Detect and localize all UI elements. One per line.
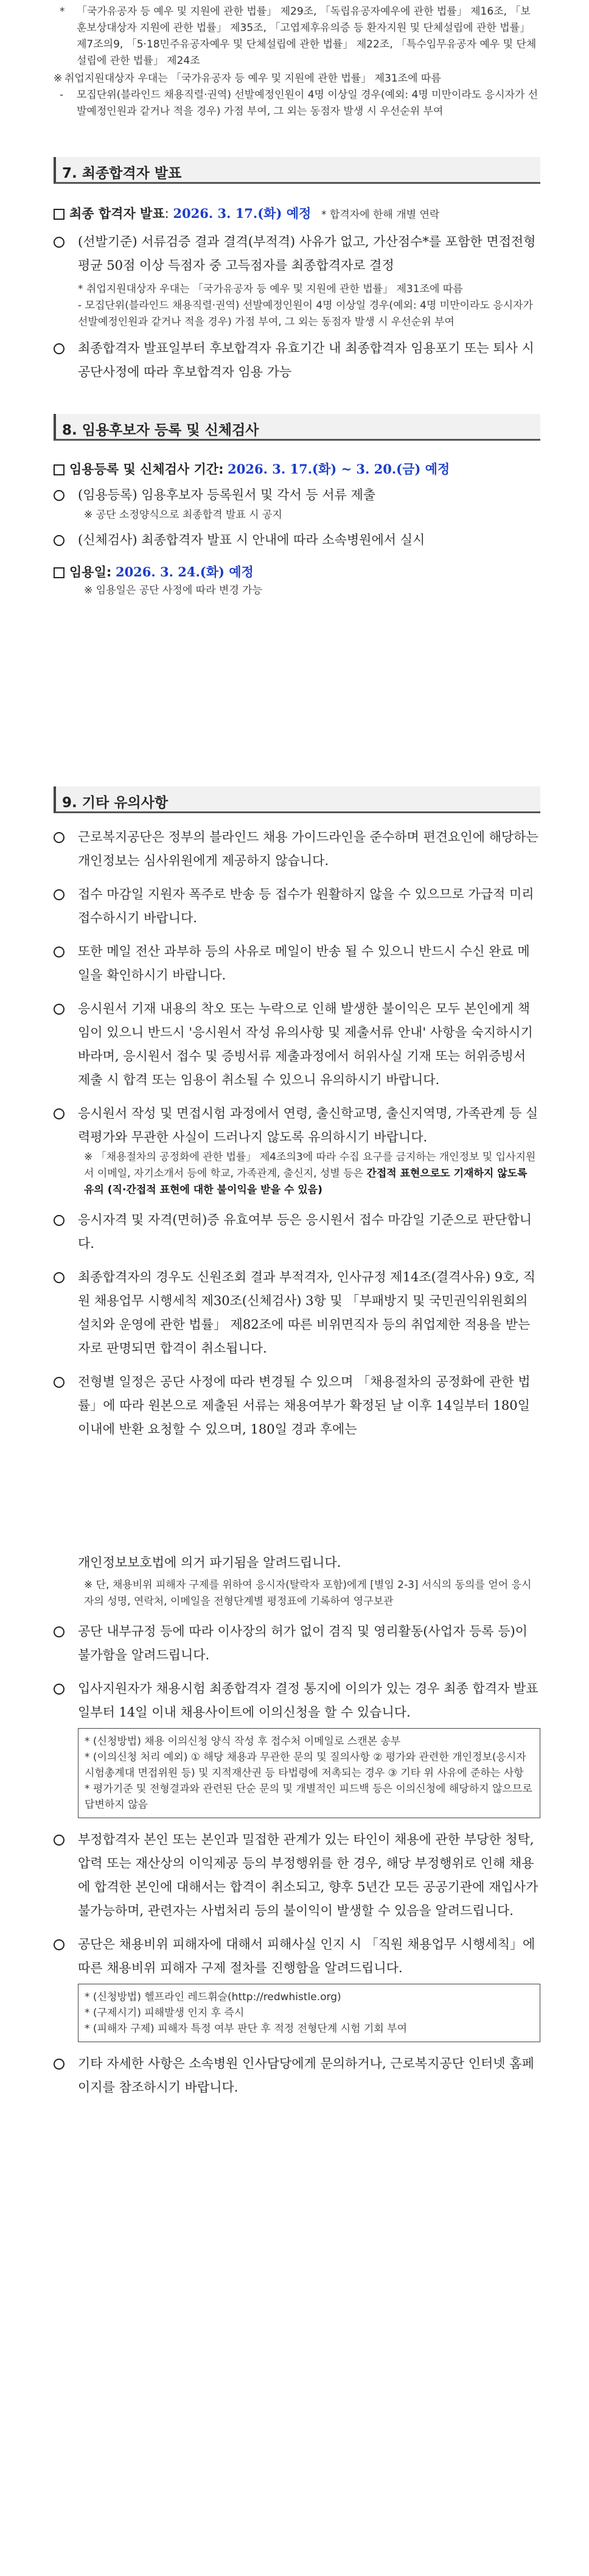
circle-bullet-icon — [54, 832, 64, 843]
registration-period-date: 2026. 3. 17.(화) ~ 3. 20.(금) 예정 — [228, 461, 450, 477]
note-priority: ※ 취업지원대상자 우대는 「국가유공자 등 예우 및 지원에 관한 법률」 제31조에 따름 — [54, 72, 441, 85]
notice-objection: 입사지원자가 채용시험 최종합격자 결정 통지에 이의가 있는 경우 최종 합격자 발표일부터 14일 이내 채용사이트에 이의신청을 할 수 있습니다. — [54, 1677, 540, 1724]
note-appointment-change: ※ 임용일은 공단 사정에 따라 변경 가능 — [84, 584, 262, 597]
section-7-header — [54, 157, 540, 187]
section-9-title: 9. 기타 유의사항 — [62, 795, 169, 811]
section-9-header — [54, 786, 540, 817]
section-8-title: 8. 임용후보자 등록 및 신체검사 — [62, 422, 259, 438]
victim-relief-box: * (신청방법) 헬프라인 레드휘슬(http://redwhistle.org) * (구제시기) 피해발생 인지 후 즉시 * (피해자 구제) 피해자 특정 여부 판단 후 적정 전형단계 시험 기회 부여 — [78, 1984, 540, 2042]
appointment-date-item: 임용일: 2026. 3. 24.(화) 예정 — [54, 562, 540, 583]
circle-bullet-icon — [54, 1835, 64, 1846]
note-bonus-rule: - 모집단위(블라인드 채용직렬·권역) 선발예정인원이 4명 이상일 경우(예외: 4명 미만이라도 응시자가 선발예정인원과 같거나 적을 경우) 가점 부여, 그 외는 동점자 발생 시 우선순위 부여 — [60, 89, 538, 117]
reserve-candidate-note: 최종합격자 발표일부터 후보합격자 유효기간 내 최종합격자 임용포기 또는 퇴사 시 공단사정에 따라 후보합격자 임용 가능 — [54, 337, 540, 384]
notice-victim-relief: 공단은 채용비위 피해자에 대해서 피해사실 인지 시 「직원 채용업무 시행세칙」에 따른 채용비위 피해자 구제 절차를 진행함을 알려드립니다. — [54, 1933, 540, 1980]
appointment-date: 2026. 3. 24.(화) 예정 — [115, 564, 254, 579]
final-announcement-item: 최종 합격자 발표: 2026. 3. 17.(화) 예정 * 합격자에 한해 개별 연락 — [54, 203, 540, 224]
section-9-continued — [54, 1551, 540, 2099]
section-8-header — [54, 414, 540, 444]
circle-bullet-icon — [54, 490, 64, 501]
circle-bullet-icon — [54, 1626, 64, 1637]
note-form: ※ 공단 소정양식으로 최종합격 발표 시 공지 — [84, 509, 282, 521]
notice-no-side-jobs: 공단 내부규정 등에 따라 이사장의 허가 없이 겸직 및 영리활동(사업자 등록 등)이 불가함을 알려드립니다. — [54, 1620, 540, 1667]
circle-bullet-icon — [54, 1004, 64, 1015]
circle-bullet-icon — [54, 889, 64, 900]
objection-info-box: * (신청방법) 채용 이의신청 양식 작성 후 접수처 이메일로 스캔본 송부 * (이의신청 처리 예외) ① 해당 채용과 무관한 문의 및 질의사항 ② 평가와 관련한 개인정보(응시자 시험총계대 면접위원 등) 및 지적재산권 등 타법령에 저촉되는 경우 ③ 기타 위 사유에 준하는 사항 * 평가기준 및 전형결과와 관련된 단순 문의 및 개별적인 피드백 등은 이의신청에 해당하지 않으므로 답변하지 않음 — [78, 1728, 540, 1818]
square-bullet-icon — [54, 464, 64, 475]
square-bullet-icon — [54, 209, 64, 220]
circle-bullet-icon — [54, 1272, 64, 1283]
selection-criteria: (선발기준) 서류검증 결과 결격(부적격) 사유가 없고, 가산점수*를 포함한 면접전형 평균 50점 이상 득점자 중 고득점자를 최종합격자로 결정 — [54, 230, 540, 278]
section-7-title: 7. 최종합격자 발표 — [62, 166, 182, 181]
section-8 — [54, 414, 540, 599]
circle-bullet-icon — [54, 1108, 64, 1119]
circle-bullet-icon — [54, 2059, 64, 2070]
notice-personal-info: 응시원서 작성 및 면접시험 과정에서 연령, 출신학교명, 출신지역명, 가족관계 등 실력평가와 무관한 사실이 드러나지 않도록 유의하시기 바랍니다. — [54, 1102, 540, 1149]
notice-disqualification: 최종합격자의 경우도 신원조회 결과 부적격자, 인사규정 제14조(결격사유) 9호, 직원 채용업무 시행세칙 제30조(신체검사) 3항 및 「부패방지 및 국민권익위원회의 설치와 운영에 관한 법률」 제82조에 따른 비위면직자 등의 취업제한 적용을 받는 자로 판명되면 합격이 취소됩니다. — [54, 1265, 540, 1360]
circle-bullet-icon — [54, 535, 64, 546]
note-hiring-victim-records: ※ 단, 채용비위 피해자 구제를 위하여 응시자(탈락자 포함)에게 [별임 2-3] 서식의 동의를 얻어 응시자의 성명, 연락처, 이메일을 전형단계별 평정표에 기록하여 영구보관 — [84, 1579, 532, 1608]
circle-bullet-icon — [54, 1684, 64, 1695]
notice-early-apply: 접수 마감일 지원자 폭주로 반송 등 접수가 원활하지 않을 수 있으므로 가급적 미리 접수하시기 바랍니다. — [54, 883, 540, 930]
registration-period-item: 임용등록 및 신체검사 기간: 2026. 3. 17.(화) ~ 3. 20.(금) 예정 — [54, 459, 540, 480]
final-announcement-date: 2026. 3. 17.(화) 예정 — [173, 206, 312, 221]
note-fair-hiring-law: ※ 「채용절차의 공정화에 관한 법률」 제4조의3에 따라 수집 요구를 금지하는 개인정보 및 입사지원서 이메일, 자기소개서 등에 학교, 가족관계, 출신지, 성별 등은 간접적 표현으로도 기재하지 않도록 유의 (직·간접적 표현에 대한 불이익을 받을 수 있음) — [84, 1151, 536, 1196]
medical-exam: (신체검사) 최종합격자 발표 시 안내에 따라 소속병원에서 실시 — [54, 528, 540, 552]
notice-documents-destroyed: 개인정보보호법에 의거 파기됨을 알려드립니다. — [78, 1555, 341, 1570]
note-priority-law: * 취업지원대상자 우대는 「국가유공자 등 예우 및 지원에 관한 법률」 제31조에 따름 — [78, 283, 463, 295]
notice-schedule-documents: 전형별 일정은 공단 사정에 따라 변경될 수 있으며 「채용절차의 공정화에 관한 법률」에 따라 원본으로 제출된 서류는 채용여부가 확정된 날 이후 14일부터 180일 이내에 반환 요청할 수 있으며, 180일 경과 후에는 — [54, 1370, 540, 1441]
circle-bullet-icon — [54, 237, 64, 248]
notice-blind-hiring: 근로복지공단은 정부의 블라인드 채용 가이드라인을 준수하며 편견요인에 해당하는 개인정보는 심사위원에게 제공하지 않습니다. — [54, 825, 540, 873]
circle-bullet-icon — [54, 1377, 64, 1388]
registration-docs: (임용등록) 임용후보자 등록원서 및 각서 등 서류 제출 — [54, 483, 540, 507]
circle-bullet-icon — [54, 947, 64, 957]
top-notes — [54, 4, 540, 120]
notice-email-check: 또한 메일 전산 과부하 등의 사유로 메일이 반송 될 수 있으니 반드시 수신 완료 메일을 확인하시기 바랍니다. — [54, 940, 540, 987]
notice-eligibility-date: 응시자격 및 자격(면허)증 유효여부 등은 응시원서 접수 마감일 기준으로 판단합니다. — [54, 1208, 540, 1256]
section-9 — [54, 786, 540, 1441]
notice-contact: 기타 자세한 사항은 소속병원 인사담당에게 문의하거나, 근로복지공단 인터넷 홈페이지를 참조하시기 바랍니다. — [54, 2052, 540, 2099]
circle-bullet-icon — [54, 1215, 64, 1226]
notice-application-errors: 응시원서 기재 내용의 착오 또는 누락으로 인해 발생한 불이익은 모두 본인에게 책임이 있으니 반드시 '응시원서 작성 유의사항 및 제출서류 안내' 사항을 숙지하시기 바라며, 응시원서 접수 및 증빙서류 제출과정에서 허위사실 기재 또는 허위증빙서 제출 시 합격 또는 임용이 취소될 수 있으니 유의하시기 바랍니다. — [54, 997, 540, 1092]
section-7 — [54, 157, 540, 384]
notice-fraud: 부정합격자 본인 또는 본인과 밀접한 관계가 있는 타인이 채용에 관한 부당한 청탁, 압력 또는 재산상의 이익제공 등의 부정행위를 한 경우, 해당 부정행위로 인해 채용에 합격한 본인에 대해서는 합격이 취소되고, 향후 5년간 모든 공공기관에 재입사가 불가능하며, 관련자는 사법처리 등의 불이익이 발생할 수 있음을 알려드립니다. — [54, 1828, 540, 1923]
note-law-list: * 「국가유공자 등 예우 및 지원에 관한 법률」 제29조, 「독립유공자예우에 관한 법률」 제16조, 「보훈보상대상자 지원에 관한 법률」 제35조, 「고엽제후유의증 등 환자지원 및 단체설립에 관한 법률」 제7조의9, 「5·18민주유공자예우 및 단체설립에 관한 법률」 제22조, 「특수임무유공자 예우 및 단체설립에 관한 법률」 제24조 — [60, 5, 537, 67]
square-bullet-icon — [54, 567, 64, 578]
circle-bullet-icon — [54, 343, 64, 354]
note-bonus-condition: - 모집단위(블라인드 채용직렬·권역) 선발예정인원이 4명 이상일 경우(예외: 4명 미만이라도 응시자가 선발예정인원과 같거나 적을 경우) 가점 부여, 그 외는 동점자 발생 시 우선순위 부여 — [78, 299, 533, 328]
circle-bullet-icon — [54, 1939, 64, 1950]
